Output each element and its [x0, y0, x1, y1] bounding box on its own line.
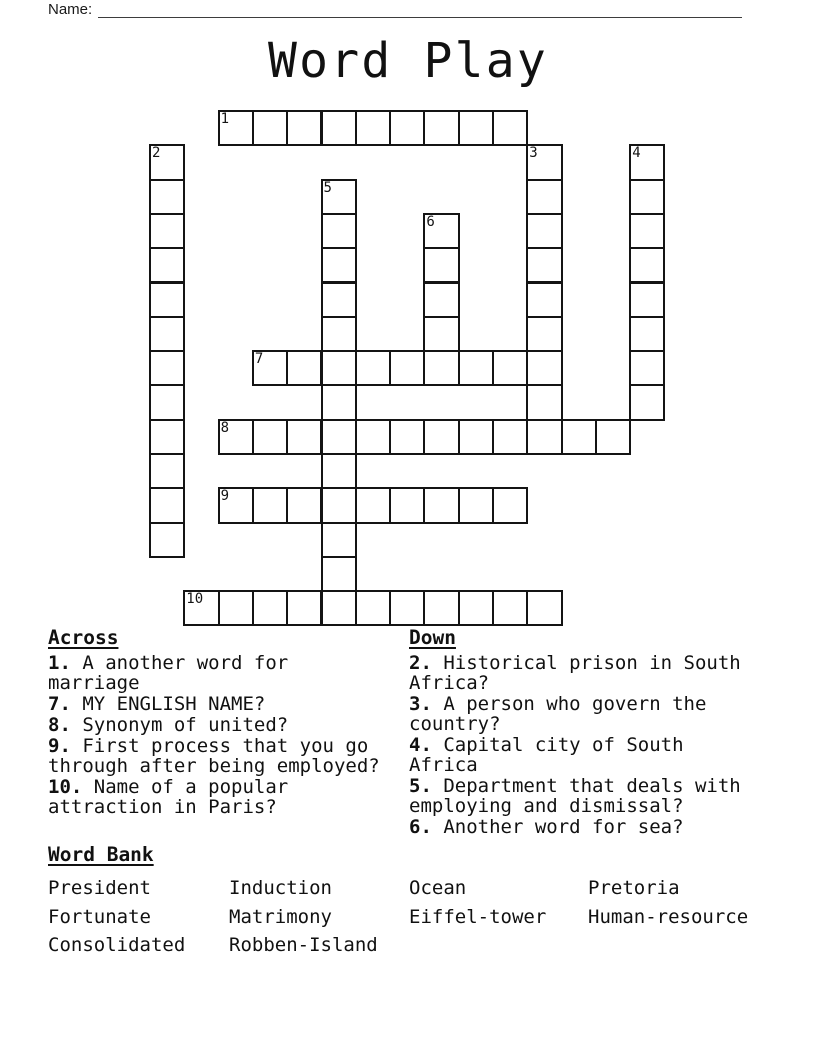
grid-cell[interactable] — [389, 487, 425, 523]
grid-cell[interactable] — [321, 453, 357, 489]
clue-6 — [409, 817, 747, 837]
word-bank-item: Consolidated — [48, 934, 186, 957]
grid-cell[interactable] — [526, 590, 562, 626]
grid-cell[interactable] — [423, 247, 459, 283]
grid-cell[interactable] — [355, 419, 391, 455]
down-heading: Down — [409, 626, 456, 649]
grid-cell[interactable] — [423, 350, 459, 386]
grid-cell[interactable] — [423, 590, 459, 626]
grid-cell[interactable] — [492, 419, 528, 455]
clue-4 — [409, 735, 747, 775]
grid-cell[interactable] — [629, 144, 665, 180]
clue-text: First process that you go through after being employed? — [48, 735, 380, 777]
cell-number: 9 — [220, 488, 230, 505]
across-section — [48, 628, 386, 818]
clue-number: 8. — [48, 714, 71, 736]
name-label: Name: — [48, 1, 93, 18]
word-bank-item: President — [48, 877, 151, 899]
clue-number: 3. — [409, 693, 432, 715]
grid-cell[interactable] — [629, 316, 665, 352]
grid-cell[interactable] — [355, 590, 391, 626]
clue-text: Capital city of South Africa — [409, 734, 684, 776]
grid-cell[interactable] — [629, 350, 665, 386]
grid-cell[interactable] — [149, 453, 185, 489]
grid-cell[interactable] — [218, 110, 254, 146]
grid-cell[interactable] — [526, 179, 562, 215]
clue-number: 9. — [48, 735, 71, 757]
clue-number: 10. — [48, 776, 83, 798]
grid-cell[interactable] — [389, 110, 425, 146]
grid-cell[interactable] — [218, 419, 254, 455]
down-section — [409, 628, 747, 838]
grid-cell[interactable] — [629, 213, 665, 249]
grid-cell[interactable] — [286, 350, 322, 386]
cell-number: 7 — [254, 351, 264, 368]
grid-cell[interactable] — [286, 590, 322, 626]
grid-cell[interactable] — [561, 419, 597, 455]
clue-number: 1. — [48, 652, 71, 674]
grid-cell[interactable] — [458, 350, 494, 386]
clue-number: 6. — [409, 816, 432, 838]
grid-cell[interactable] — [149, 316, 185, 352]
word-bank-item: Pretoria — [588, 877, 680, 899]
cell-number: 5 — [323, 179, 332, 196]
word-bank-heading: Word Bank — [48, 843, 154, 866]
grid-cell[interactable] — [149, 179, 185, 215]
grid-cell[interactable] — [423, 213, 459, 249]
cell-number: 1 — [220, 111, 230, 127]
grid-cell[interactable] — [321, 522, 357, 558]
cell-number: 4 — [632, 145, 641, 162]
grid-cell[interactable] — [595, 419, 631, 455]
clue-2 — [409, 653, 747, 693]
clue-text: MY ENGLISH NAME? — [70, 693, 266, 715]
grid-cell[interactable] — [321, 487, 357, 523]
grid-cell[interactable] — [423, 419, 459, 455]
grid-cell[interactable] — [423, 316, 459, 352]
down-clue-list — [409, 653, 747, 837]
grid-cell[interactable] — [252, 487, 288, 523]
word-bank-item: Human-resource — [588, 905, 749, 928]
clue-number: 5. — [409, 775, 432, 797]
grid-cell[interactable] — [526, 419, 562, 455]
grid-cell[interactable] — [321, 316, 357, 352]
grid-cell[interactable] — [149, 282, 185, 318]
grid-cell[interactable] — [458, 487, 494, 523]
grid-cell[interactable] — [389, 350, 425, 386]
grid-cell[interactable] — [492, 487, 528, 523]
grid-cell[interactable] — [286, 487, 322, 523]
clue-text: A person who govern the country? — [409, 693, 707, 735]
clue-3 — [409, 694, 747, 734]
grid-cell[interactable] — [321, 213, 357, 249]
grid-cell[interactable] — [492, 350, 528, 386]
grid-cell[interactable] — [286, 110, 322, 146]
word-bank-item: Fortunate — [48, 905, 151, 928]
clue-text: Department that deals with employing and dismissal? — [409, 775, 741, 817]
cell-number: 2 — [152, 145, 161, 162]
grid-cell[interactable] — [321, 247, 357, 283]
grid-cell[interactable] — [252, 590, 288, 626]
grid-cell[interactable] — [149, 213, 185, 249]
clue-number: 7. — [48, 693, 71, 715]
grid-cell[interactable] — [458, 419, 494, 455]
grid-cell[interactable] — [183, 590, 219, 626]
word-bank-item: Ocean — [409, 877, 467, 899]
word-bank-section — [48, 845, 770, 960]
clue-text: A another word for marriage — [48, 652, 289, 694]
grid-cell[interactable] — [252, 350, 288, 386]
grid-cell[interactable] — [526, 282, 562, 318]
word-bank-item: Induction — [229, 877, 332, 899]
grid-cell[interactable] — [149, 144, 185, 180]
clue-1 — [48, 653, 386, 693]
clue-number: 2. — [409, 652, 432, 674]
grid-cell[interactable] — [389, 419, 425, 455]
grid-cell[interactable] — [526, 144, 562, 180]
grid-cell[interactable] — [629, 384, 665, 420]
grid-cell[interactable] — [149, 522, 185, 558]
grid-cell[interactable] — [526, 247, 562, 283]
cell-number: 10 — [186, 591, 204, 608]
grid-cell[interactable] — [149, 487, 185, 523]
grid-cell[interactable] — [149, 384, 185, 420]
grid-cell[interactable] — [321, 350, 357, 386]
grid-cell[interactable] — [355, 350, 391, 386]
cell-number: 6 — [426, 213, 435, 230]
clue-5 — [409, 776, 747, 816]
word-bank-item: Robben-Island — [229, 934, 378, 957]
grid-cell[interactable] — [252, 419, 288, 455]
grid-cell[interactable] — [321, 590, 357, 626]
grid-cell[interactable] — [252, 110, 288, 146]
grid-cell[interactable] — [492, 110, 528, 146]
clue-text: Another word for sea? — [431, 816, 684, 838]
grid-cell[interactable] — [321, 110, 357, 146]
grid-cell[interactable] — [629, 179, 665, 215]
grid-cell[interactable] — [423, 487, 459, 523]
word-bank-list — [48, 874, 770, 960]
clue-text: Synonym of united? — [70, 714, 289, 736]
across-heading: Across — [48, 626, 119, 649]
grid-cell[interactable] — [458, 590, 494, 626]
grid-cell[interactable] — [286, 419, 322, 455]
grid-cell[interactable] — [458, 110, 494, 146]
grid-cell[interactable] — [355, 110, 391, 146]
crossword-grid — [149, 110, 667, 628]
clue-7 — [48, 694, 386, 714]
grid-cell[interactable] — [629, 247, 665, 283]
grid-cell[interactable] — [355, 487, 391, 523]
grid-cell[interactable] — [526, 316, 562, 352]
grid-cell[interactable] — [321, 556, 357, 592]
clue-number: 4. — [409, 734, 432, 756]
clue-text: Historical prison in South Africa? — [409, 652, 741, 694]
grid-cell[interactable] — [149, 350, 185, 386]
grid-cell[interactable] — [492, 590, 528, 626]
grid-cell[interactable] — [149, 247, 185, 283]
grid-cell[interactable] — [321, 282, 357, 318]
grid-cell[interactable] — [321, 419, 357, 455]
word-bank-item: Matrimony — [229, 905, 332, 928]
grid-cell[interactable] — [149, 419, 185, 455]
name-blank-line[interactable] — [98, 0, 742, 18]
grid-cell[interactable] — [423, 282, 459, 318]
puzzle-title: Word Play — [268, 33, 548, 89]
grid-cell[interactable] — [389, 590, 425, 626]
clue-8 — [48, 715, 386, 735]
clue-text: Name of a popular attraction in Paris? — [48, 776, 289, 818]
grid-cell[interactable] — [218, 487, 254, 523]
word-bank-item: Eiffel-tower — [409, 905, 547, 928]
cell-number: 8 — [220, 419, 230, 436]
grid-cell[interactable] — [321, 179, 357, 215]
grid-cell[interactable] — [321, 384, 357, 420]
grid-cell[interactable] — [526, 350, 562, 386]
grid-cell[interactable] — [218, 590, 254, 626]
clue-9 — [48, 736, 386, 776]
across-clue-list — [48, 653, 386, 817]
cell-number: 3 — [529, 145, 538, 162]
grid-cell[interactable] — [526, 384, 562, 420]
clue-10 — [48, 777, 386, 817]
grid-cell[interactable] — [526, 213, 562, 249]
grid-cell[interactable] — [629, 282, 665, 318]
grid-cell[interactable] — [423, 110, 459, 146]
